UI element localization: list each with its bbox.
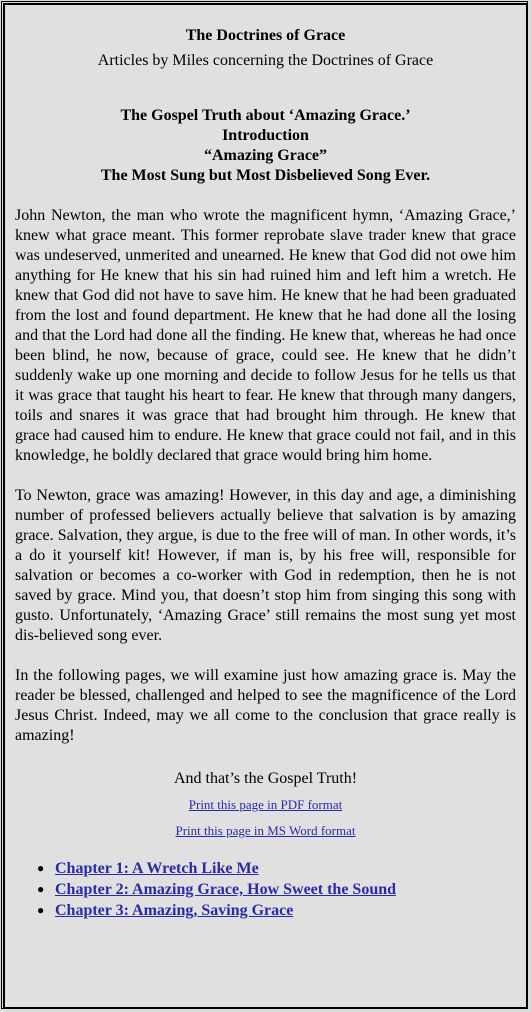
article-tagline: The Most Sung but Most Disbelieved Song Ever. — [100, 167, 431, 184]
body-paragraph: In the following pages, we will examine just how amazing grace is. May the reader be blessed, challenged and helped to see the magnificence of the Lord Jesus Christ. Indeed, may we all come to the conclusion that grace really is amazing! — [15, 667, 516, 744]
list-item — [37, 858, 516, 879]
chapter-3-link[interactable]: Chapter 3: Amazing, Saving Grace — [55, 902, 294, 919]
bullet-icon: ● — [37, 861, 45, 875]
chapter-1-link[interactable]: Chapter 1: A Wretch Like Me — [55, 860, 259, 877]
site-title: The Doctrines of Grace — [185, 27, 346, 44]
page-inner-border — [3, 3, 528, 1009]
chapter-2-link[interactable]: Chapter 2: Amazing Grace, How Sweet the Sound — [55, 881, 397, 898]
print-pdf-link[interactable]: Print this page in PDF format — [188, 797, 343, 812]
bullet-icon: ● — [37, 903, 45, 917]
article-title: The Gospel Truth about ‘Amazing Grace.’ — [120, 107, 411, 124]
site-subtitle: Articles by Miles concerning the Doctrines of Grace — [97, 52, 434, 69]
bullet-icon: ● — [37, 882, 45, 896]
list-item — [37, 900, 516, 921]
closing-line: And that’s the Gospel Truth! — [173, 770, 358, 787]
article-content — [15, 25, 516, 921]
article-heading — [15, 106, 516, 186]
article-hymn-name: “Amazing Grace” — [203, 147, 328, 164]
article-section-label: Introduction — [222, 127, 309, 144]
chapter-list — [15, 858, 516, 921]
print-word-link[interactable]: Print this page in MS Word format — [175, 823, 356, 838]
list-item — [37, 879, 516, 900]
body-paragraph: To Newton, grace was amazing! However, in this day and age, a diminishing number of professed believers actually believe that salvation is by amazing grace. Salvation, they argue, is due to the free will of man. In other words, it’s a do it yourself kit! However, if man is, by his free will, responsible for salvation or becomes a co-worker with God in redemption, then he is not saved by grace. Mind you, that doesn’t stop him from singing this song with gusto. Unfortunately, ‘Amazing Grace’ still remains the most sung yet most dis-believed song ever. — [15, 487, 516, 644]
body-paragraph: John Newton, the man who wrote the magnificent hymn, ‘Amazing Grace,’ knew what grace meant. This former reprobate slave trader knew that grace was undeserved, unmerited and unearned. He knew that God did not owe him anything for He knew that his sin had ruined him and left him a wretch. He knew that God did not have to save him. He knew that he had been graduated from the lost and found department. He knew that he had done all the losing and that the Lord had done all the finding. He knew that, whereas he had once been blind, he now, because of grace, could see. He knew that he didn’t suddenly wake up one morning and decide to follow Jesus for he tells us that it was grace that taught his heart to fear. He knew that through many dangers, toils and snares it was grace that had brought him through. He knew that grace had caused him to endure. He knew that grace could not fail, and in this knowledge, he boldly declared that grace would bring him home. — [15, 207, 516, 464]
